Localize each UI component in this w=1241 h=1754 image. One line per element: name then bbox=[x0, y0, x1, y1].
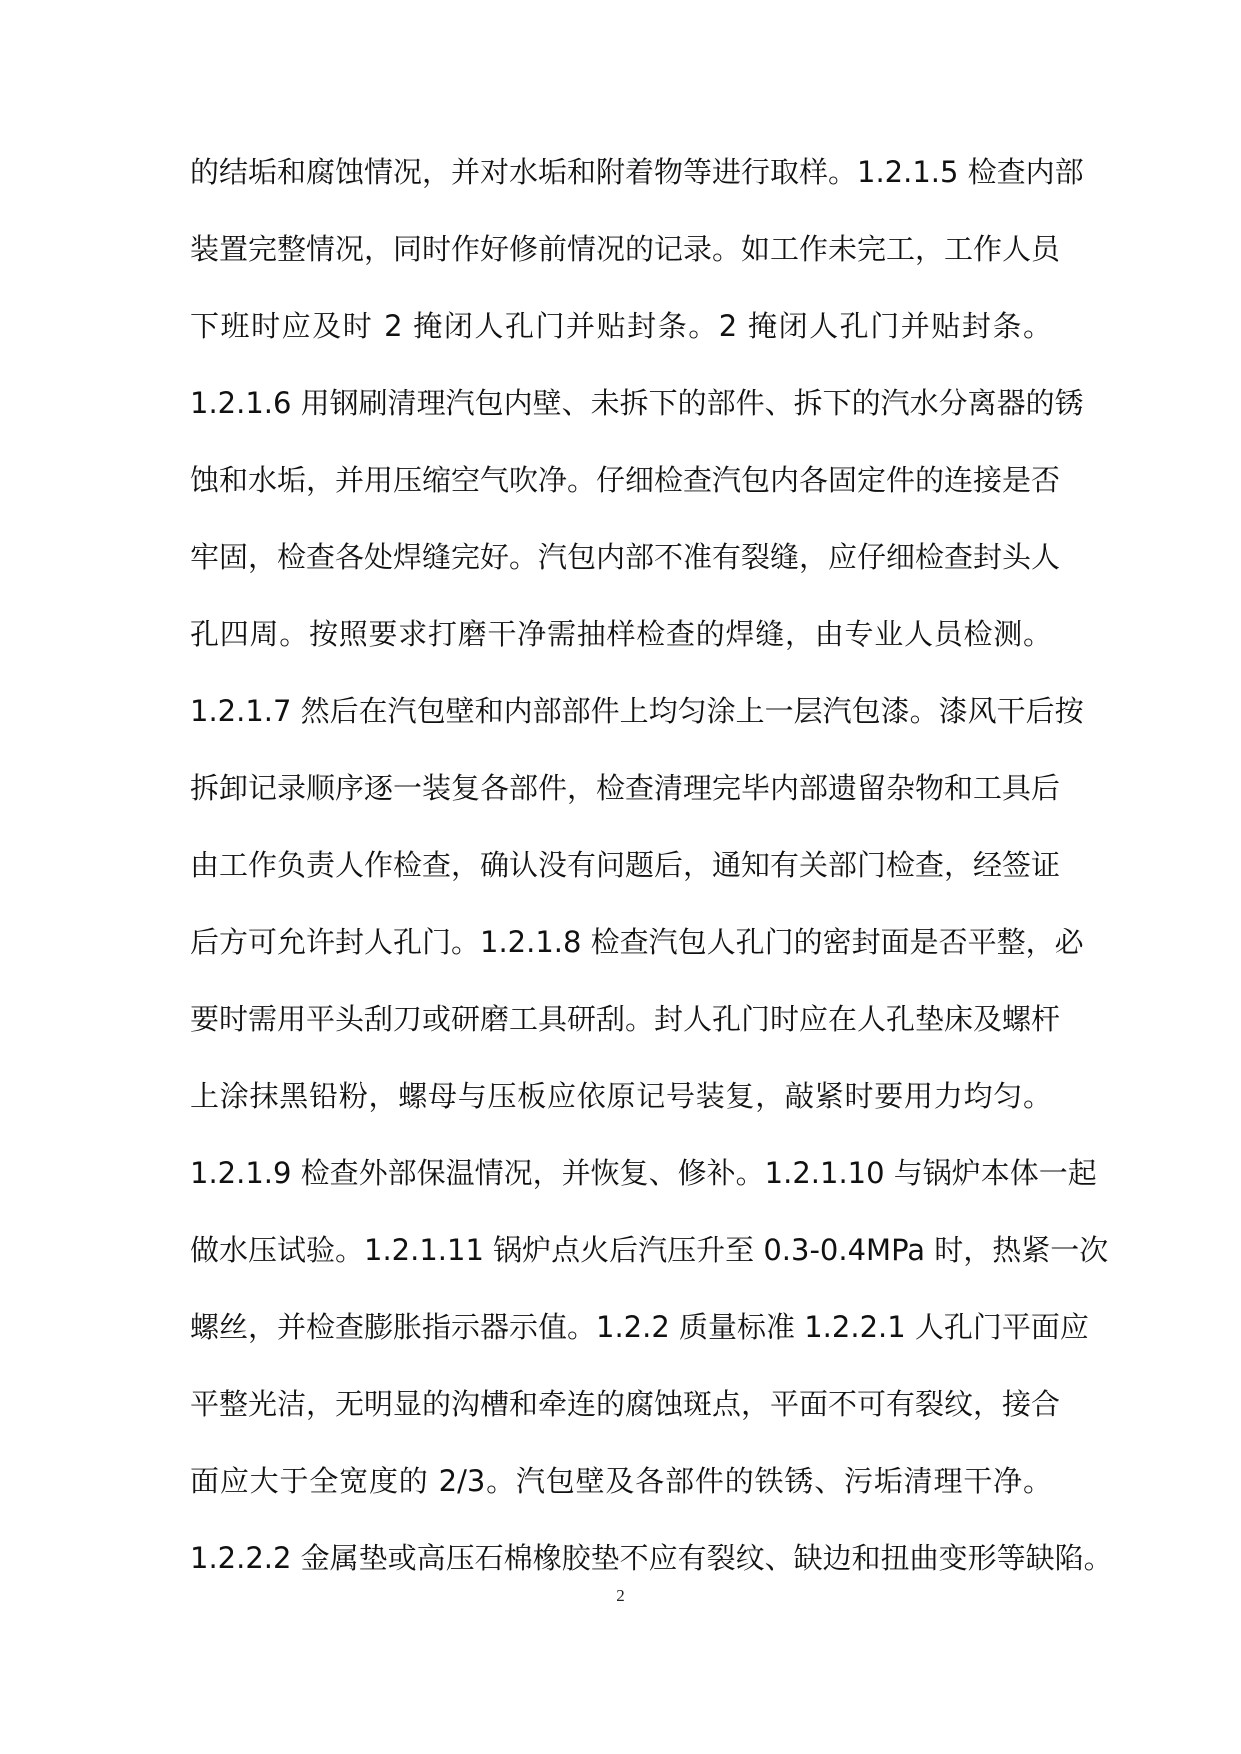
text-line: 上涂抹黑铅粉，螺母与压板应依原记号装复，敲紧时要用力均匀。 bbox=[190, 1079, 1052, 1113]
text-line: 螺丝，并检查膨胀指示器示值。1.2.2 质量标准 1.2.2.1 人孔门平面应 bbox=[190, 1310, 1089, 1344]
text-line: 下班时应及时 2 掩闭人孔门并贴封条。2 掩闭人孔门并贴封条。 bbox=[190, 309, 1052, 343]
text-line: 1.2.1.9 检查外部保温情况，并恢复、修补。1.2.1.10 与锅炉本体一起 bbox=[190, 1156, 1097, 1190]
body-text bbox=[190, 142, 1113, 1605]
text-line: 孔四周。按照要求打磨干净需抽样检查的焊缝，由专业人员检测。 bbox=[190, 617, 1052, 651]
text-line: 牢固，检查各处焊缝完好。汽包内部不准有裂缝，应仔细检查封头人 bbox=[190, 540, 1061, 574]
text-line: 装置完整情况，同时作好修前情况的记录。如工作未完工，工作人员 bbox=[190, 232, 1061, 266]
page-number: 2 bbox=[616, 1586, 625, 1605]
text-line: 后方可允许封人孔门。1.2.1.8 检查汽包人孔门的密封面是否平整，必 bbox=[190, 925, 1084, 959]
text-line: 蚀和水垢，并用压缩空气吹净。仔细检查汽包内各固定件的连接是否 bbox=[190, 463, 1061, 497]
text-line: 由工作负责人作检查，确认没有问题后，通知有关部门检查，经签证 bbox=[190, 848, 1061, 882]
text-line: 拆卸记录顺序逐一装复各部件，检查清理完毕内部遗留杂物和工具后 bbox=[190, 771, 1061, 805]
text-line: 要时需用平头刮刀或研磨工具研刮。封人孔门时应在人孔垫床及螺杆 bbox=[190, 1002, 1061, 1036]
text-line: 1.2.2.2 金属垫或高压石棉橡胶垫不应有裂纹、缺边和扭曲变形等缺陷。 bbox=[190, 1541, 1113, 1575]
text-line: 1.2.1.7 然后在汽包壁和内部部件上均匀涂上一层汽包漆。漆风干后按 bbox=[190, 694, 1084, 728]
text-line: 平整光洁，无明显的沟槽和牵连的腐蚀斑点，平面不可有裂纹，接合 bbox=[190, 1387, 1061, 1421]
text-line: 的结垢和腐蚀情况，并对水垢和附着物等进行取样。1.2.1.5 检查内部 bbox=[190, 155, 1084, 189]
text-line: 1.2.1.6 用钢刷清理汽包内壁、未拆下的部件、拆下的汽水分离器的锈 bbox=[190, 386, 1084, 420]
text-line: 做水压试验。1.2.1.11 锅炉点火后汽压升至 0.3-0.4MPa 时，热紧一次 bbox=[190, 1233, 1109, 1267]
text-line: 面应大于全宽度的 2/3。汽包壁及各部件的铁锈、污垢清理干净。 bbox=[190, 1464, 1052, 1498]
